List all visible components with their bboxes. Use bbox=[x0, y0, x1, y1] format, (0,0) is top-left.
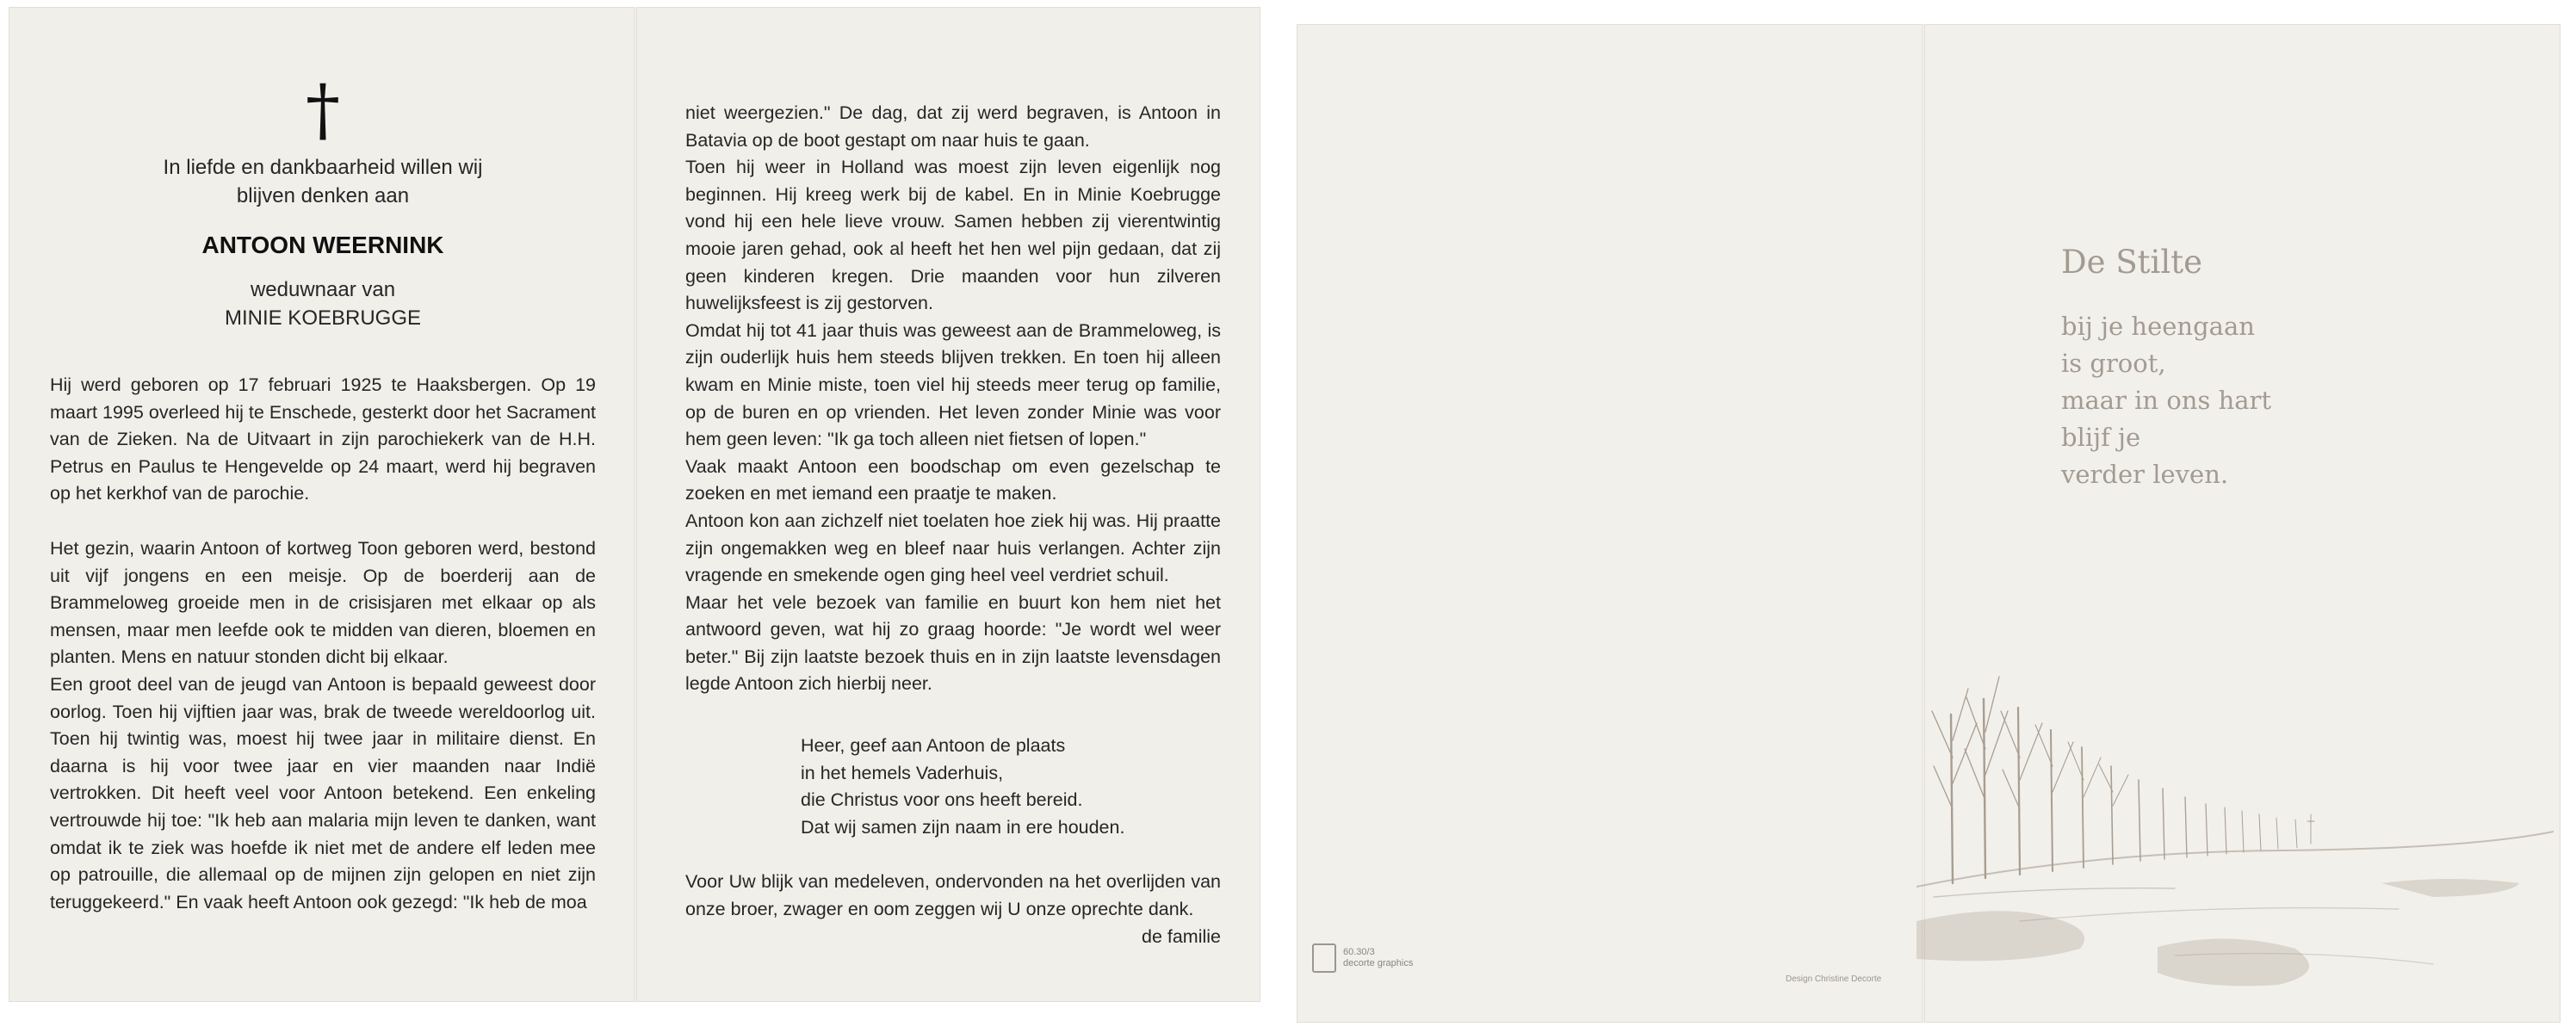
design-credit: Design Christine Decorte bbox=[1786, 974, 1882, 984]
war-paragraph: Een groot deel van de jeugd van Antoon is bepaald geweest door oorlog. Toen hij vijftien jaar was, brak de tweede wereldoorlog uit. Toen hij twintig was, moest hij twee jaar in militaire dienst. En daarna is hij voor twee jaar en vier maanden naar Indië vertrokken. Dit heeft veel voor Antoon betekend. Een enkeling vertrouwde hij toe: "Ik heb aan malaria mijn leven te danken, want omdat ik te ziek was hoefde ik niet met de andere elf leden mee op patrouille, die allemaal op de mijnen zijn gelopen en niet zijn teruggekeerd." En vaak heeft Antoon ook gezegd: "Ik heb de moa bbox=[50, 673, 596, 912]
bio-paragraph: Vaak maakt Antoon een boodschap om even gezelschap te zoeken en met iemand een praatje te maken. bbox=[685, 455, 1221, 504]
intro-line: In liefde en dankbaarheid willen wij bbox=[163, 156, 483, 179]
prayer-line: Heer, geef aan Antoon de plaats bbox=[801, 735, 1066, 757]
inside-fold-line bbox=[634, 7, 637, 1002]
widower-label: weduwnaar van bbox=[250, 278, 396, 301]
poem-line: maar in ons hart bbox=[2061, 386, 2272, 415]
publisher-logo-icon bbox=[1312, 943, 1336, 973]
publisher-code: 60.30/3 bbox=[1343, 947, 1375, 957]
publisher-name: decorte graphics bbox=[1343, 958, 1414, 968]
intro-line: blijven denken aan bbox=[236, 184, 410, 207]
cross-icon: † bbox=[306, 70, 340, 150]
poem-line: blijf je bbox=[2061, 423, 2141, 452]
deceased-name: ANTOON WEERNINK bbox=[201, 232, 444, 258]
publisher-mark bbox=[1312, 943, 1413, 973]
inside-right-panel bbox=[685, 100, 1221, 950]
poem-line: verder leven. bbox=[2061, 460, 2229, 489]
bio-paragraph: niet weergezien." De dag, dat zij werd begraven, is Antoon in Batavia op de boot gestapt om naar huis te gaan. bbox=[685, 102, 1221, 151]
poem-line: bij je heengaan bbox=[2061, 312, 2255, 341]
bio-paragraph: Omdat hij tot 41 jaar thuis was geweest aan de Brammeloweg, is zijn ouderlijk huis hem steeds blijven trekken. En toen hij alleen kwam en Minie miste, toen viel hij steeds meer terug op familie, op de buren en op vrienden. Het leven zonder Minie was voor hem geen leven: "Ik ga toch alleen niet fietsen of lopen." bbox=[685, 319, 1221, 450]
winter-landscape-illustration bbox=[1917, 628, 2554, 1007]
prayer bbox=[801, 733, 1221, 841]
poem-line: is groot, bbox=[2061, 349, 2166, 378]
thank-you-text: Voor Uw blijk van medeleven, ondervonden na het overlijden van onze broer, zwager en oom zeggen wij U onze oprechte dank. bbox=[685, 871, 1221, 920]
spouse-name: MINIE KOEBRUGGE bbox=[224, 306, 422, 330]
publisher-text bbox=[1343, 947, 1413, 969]
cover-poem bbox=[2061, 241, 2388, 493]
inside-left-panel bbox=[50, 70, 596, 916]
poem-title: De Stilte bbox=[2061, 244, 2202, 281]
prayer-line: die Christus voor ons heeft bereid. bbox=[801, 789, 1083, 811]
bio-paragraph: Maar het vele bezoek van familie en buurt kon hem niet het antwoord geven, wat hij zo graag hoorde: "Je wordt wel weer beter." Bij zijn laatste bezoek thuis en in zijn laatste levensdagen legde Antoon zich hierbij neer. bbox=[685, 591, 1221, 695]
bio-paragraph: Toen hij weer in Holland was moest zijn leven eigenlijk nog beginnen. Hij kreeg werk bij de kabel. En in Minie Koebrugge vond hij een hele lieve vrouw. Samen hebben zij vierentwintig mooie jaren gehad, ook al heeft het hen wel pijn gedaan, dat zij geen kinderen kregen. Drie maanden voor hun zilveren huwelijksfeest is zij gestorven. bbox=[685, 157, 1221, 314]
family-paragraph: Het gezin, waarin Antoon of kortweg Toon geboren werd, bestond uit vijf jongens en een meisje. Op de boerderij aan de Brammeloweg groeide men in de crisisjaren met elkaar op als mensen, maar men leefde ook te midden van dieren, bloemen en planten. Mens en natuur stonden dicht bij elkaar. bbox=[50, 537, 596, 668]
bio-paragraph: Antoon kon aan zichzelf niet toelaten hoe ziek hij was. Hij praatte zijn ongemakken weg en bleef naar huis verlangen. Achter zijn vragende en smekende ogen ging heel veel verdriet schuil. bbox=[685, 510, 1221, 586]
birth-death-paragraph: Hij werd geboren op 17 februari 1925 te Haaksbergen. Op 19 maart 1995 overleed hij te Enschede, gesterkt door het Sacrament van de Zieken. Na de Uitvaart in zijn parochiekerk van de H.H. Petrus en Paulus te Hengevelde op 24 maart, werd hij begraven op het kerkhof van de parochie. bbox=[50, 374, 596, 504]
prayer-line: Dat wij samen zijn naam in ere houden. bbox=[801, 816, 1125, 838]
prayer-line: in het hemels Vaderhuis, bbox=[801, 762, 1004, 783]
signature: de familie bbox=[1141, 925, 1221, 947]
widower-of bbox=[50, 275, 596, 332]
intro-text bbox=[50, 153, 596, 210]
